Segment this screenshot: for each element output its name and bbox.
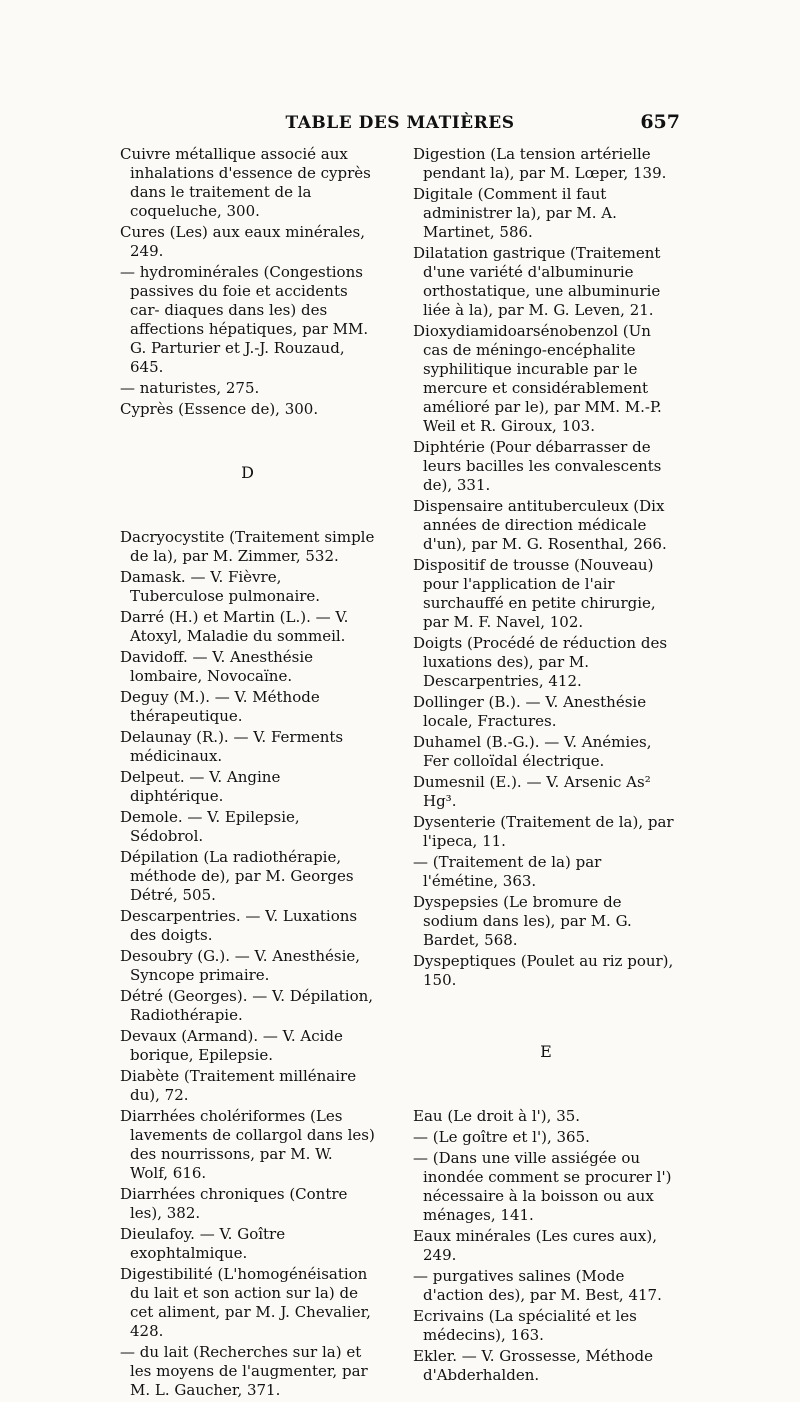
left-column: [120, 145, 375, 1402]
index-entry: Dyspepsies (Le bromure de sodium dans les), par M. G. Bardet, 568.: [413, 893, 632, 949]
index-entry: Delaunay (R.). — V. Ferments médicinaux.: [120, 728, 344, 765]
entries-d: [120, 528, 375, 1400]
index-entry: Dilatation gastrique (Traitement d'une variété d'albuminurie orthostatique, une albuminurie liée à la), par M. G. Leven, 21.: [413, 244, 661, 319]
index-entry: Dysenterie (Traitement de la), par l'ipeca, 11.: [413, 813, 674, 850]
entries-e: [413, 1107, 679, 1385]
index-entry: Duhamel (B.-G.). — V. Anémies, Fer colloïdal électrique.: [413, 733, 652, 770]
index-entry: Cyprès (Essence de), 300.: [120, 400, 319, 418]
section-letter-e: E: [540, 1042, 552, 1061]
index-entry: Deguy (M.). — V. Méthode thérapeutique.: [120, 688, 320, 725]
index-entry: — (Le goître et l'), 365.: [413, 1128, 590, 1146]
index-entry: Dumesnil (E.). — V. Arsenic As² Hg³.: [413, 773, 651, 810]
index-entry: Eau (Le droit à l'), 35.: [413, 1107, 581, 1125]
page-header: [120, 113, 680, 137]
index-entry: Demole. — V. Epilepsie, Sédobrol.: [120, 808, 300, 845]
index-entry: Dacryocystite (Traitement simple de la), par M. Zimmer, 532.: [120, 528, 375, 565]
index-entry: — naturistes, 275.: [120, 379, 260, 397]
index-entry: Dispositif de trousse (Nouveau) pour l'application de l'air surchauffé en petite chirurgie, par M. F. Navel, 102.: [413, 556, 656, 631]
index-entry: Dioxydiamidoarsénobenzol (Un cas de méningo-encéphalite syphilitique incurable par le mercure et considérablement amélioré par le), par MM. M.-P. Weil et R. Giroux, 103.: [413, 322, 662, 435]
index-entry: Dieulafoy. — V. Goître exophtalmique.: [120, 1225, 286, 1262]
running-title: TABLE DES MATIÈRES: [285, 113, 515, 133]
index-entry: Descarpentries. — V. Luxations des doigts.: [120, 907, 358, 944]
index-entry: Darré (H.) et Martin (L.). — V. Atoxyl, Maladie du sommeil.: [120, 608, 349, 645]
section-letter-d: D: [241, 463, 254, 482]
index-entry: Delpeut. — V. Angine diphtérique.: [120, 768, 281, 805]
right-column: [413, 145, 679, 1387]
index-entry: Diabète (Traitement millénaire du), 72.: [120, 1067, 357, 1104]
index-entry: — purgatives salines (Mode d'action des), par M. Best, 417.: [413, 1267, 662, 1304]
index-entry: Dyspeptiques (Poulet au riz pour), 150.: [413, 952, 674, 989]
index-entry: Doigts (Procédé de réduction des luxations des), par M. Descarpentries, 412.: [413, 634, 668, 690]
entries-c: [120, 145, 375, 419]
index-entry: Détré (Georges). — V. Dépilation, Radiothérapie.: [120, 987, 374, 1024]
index-entry: Davidoff. — V. Anesthésie lombaire, Novocaïne.: [120, 648, 314, 685]
index-entry: Ecrivains (La spécialité et les médecins), 163.: [413, 1307, 637, 1344]
index-entry: Cures (Les) aux eaux minérales, 249.: [120, 223, 366, 260]
index-entry: — du lait (Recherches sur la) et les moyens de l'augmenter, par M. L. Gaucher, 371.: [120, 1343, 368, 1399]
page-number: 657: [640, 111, 680, 133]
index-entry: — (Traitement de la) par l'émétine, 363.: [413, 853, 602, 890]
index-entry: Eaux minérales (Les cures aux), 249.: [413, 1227, 658, 1264]
index-entry: Digestibilité (L'homogénéisation du lait et son action sur la) de cet aliment, par M. J. Chevalier, 428.: [120, 1265, 371, 1340]
index-entry: — hydrominérales (Congestions passives du foie et accidents car- diaques dans les) des affections hépatiques, par MM. G. Parturier et J.-J. Rouzaud, 645.: [120, 263, 369, 376]
index-entry: — (Dans une ville assiégée ou inondée comment se procurer l') nécessaire à la boisson ou aux ménages, 141.: [413, 1149, 672, 1224]
index-entry: Dispensaire antituberculeux (Dix années de direction médicale d'un), par M. G. Rosenthal, 266.: [413, 497, 667, 553]
index-entry: Devaux (Armand). — V. Acide borique, Epilepsie.: [120, 1027, 343, 1064]
index-entry: Diarrhées chroniques (Contre les), 382.: [120, 1185, 348, 1222]
index-entry: Ekler. — V. Grossesse, Méthode d'Abderhalden.: [413, 1347, 653, 1384]
index-entry: Digestion (La tension artérielle pendant la), par M. Lœper, 139.: [413, 145, 667, 182]
index-entry: Diphtérie (Pour débarrasser de leurs bacilles les convalescents de), 331.: [413, 438, 662, 494]
index-entry: Cuivre métallique associé aux inhalations d'essence de cyprès dans le traitement de la coqueluche, 300.: [120, 145, 371, 220]
index-entry: Dollinger (B.). — V. Anesthésie locale, Fractures.: [413, 693, 647, 730]
index-entry: Damask. — V. Fièvre, Tuberculose pulmonaire.: [120, 568, 321, 605]
index-entry: Digitale (Comment il faut administrer la), par M. A. Martinet, 586.: [413, 185, 617, 241]
index-entry: Diarrhées cholériformes (Les lavements de collargol dans les) des nourrissons, par M. W. Wolf, 616.: [120, 1107, 375, 1182]
index-entry: Dépilation (La radiothérapie, méthode de), par M. Georges Détré, 505.: [120, 848, 354, 904]
index-entry: Desoubry (G.). — V. Anesthésie, Syncope primaire.: [120, 947, 361, 984]
entries-d-continued: [413, 145, 679, 990]
